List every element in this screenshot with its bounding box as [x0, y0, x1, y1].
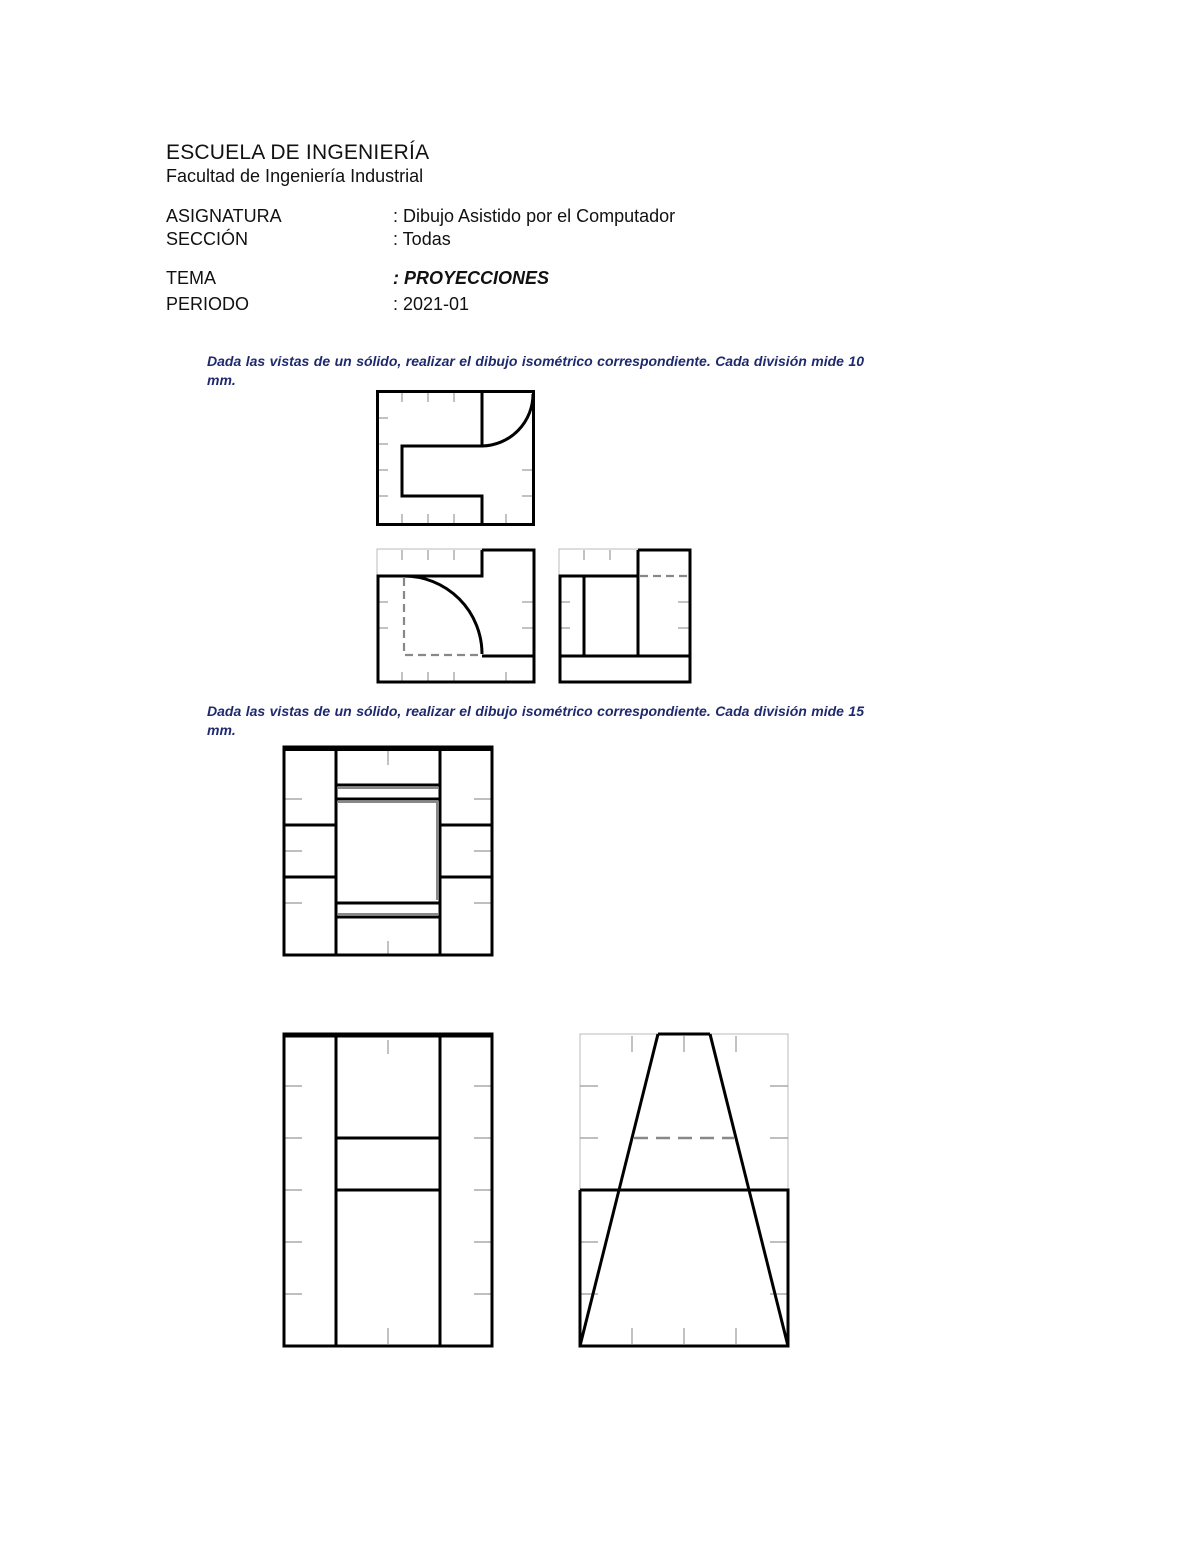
exercise-2-instruction: Dada las vistas de un sólido, realizar el dibujo isométrico correspondiente. Cada división mide 15 mm.	[207, 703, 864, 738]
seccion-label: SECCIÓN	[166, 229, 249, 249]
tema-label: TEMA	[166, 268, 217, 288]
exercise-2-top-view	[282, 745, 496, 959]
faculty-subtitle: Facultad de Ingeniería Industrial	[166, 166, 424, 186]
asignatura-label: ASIGNATURA	[166, 206, 282, 226]
periodo-value: : 2021-01	[393, 294, 470, 314]
tema-value: : PROYECCIONES	[393, 268, 550, 288]
exercise-2-front-view	[282, 1032, 496, 1350]
seccion-value: : Todas	[393, 229, 451, 249]
exercise-1-top-view	[376, 390, 536, 526]
exercise-1-side-view	[558, 548, 692, 684]
exercise-1-instruction: Dada las vistas de un sólido, realizar el dibujo isométrico correspondiente. Cada división mide 10 mm.	[207, 353, 864, 388]
asignatura-value: : Dibujo Asistido por el Computador	[393, 206, 676, 226]
school-title: ESCUELA DE INGENIERÍA	[166, 141, 430, 164]
exercise-1-front-view	[376, 548, 536, 684]
exercise-2-side-view	[578, 1032, 792, 1350]
periodo-label: PERIODO	[166, 294, 250, 314]
